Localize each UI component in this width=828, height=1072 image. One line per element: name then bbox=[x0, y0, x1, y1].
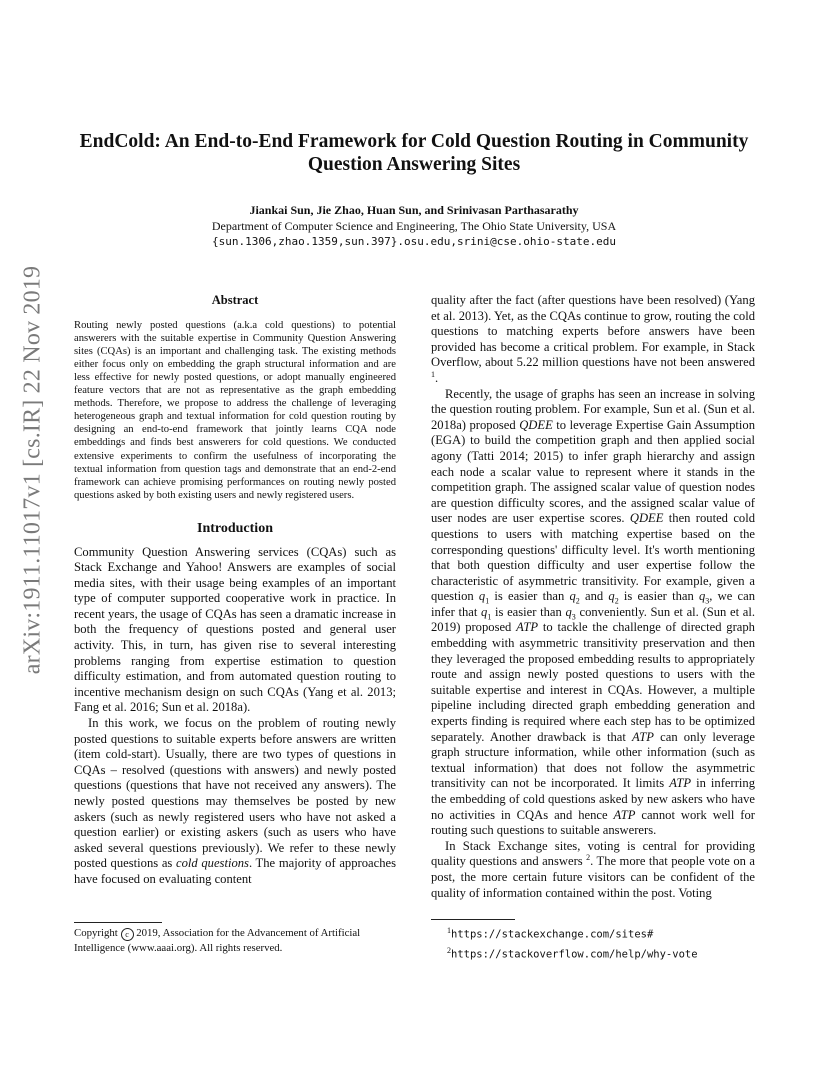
copyright-symbol: c bbox=[121, 928, 134, 941]
affiliation: Department of Computer Science and Engineering, The Ohio State University, USA bbox=[211, 219, 617, 233]
footnote-2: $^2$https://stackoverflow.com/help/why-vote bbox=[447, 945, 698, 960]
left-column bbox=[74, 293, 396, 888]
footnote-ref-2: 2 bbox=[586, 853, 591, 863]
footnote-rule bbox=[431, 919, 515, 920]
intro-paragraph-2: In this work, we focus on the problem of routing newly posted questions to suitable experts before answers are written (item cold-start). Usually, there are two types of questions in CQAs – resolved (questions with answers) and newly posted questions (questions that have not received any answers). The newly posted questions may themselves be posted by new askers (such as newly registered users who have not asked a question earlier) or existing askers (such as users who have asked several questions previously). We refer to these newly posted questions as cold questions. The majority of approaches have focused on evaluating content bbox=[74, 716, 396, 886]
paper-title: EndCold: An End-to-End Framework for Cold Question Routing in Community Question Answering Sites bbox=[79, 131, 749, 175]
intro-paragraph-5: In Stack Exchange sites, voting is central for providing quality questions and answers $^2$. The more that people vote on a post, the more certain future visitors can be confident of the quality of information contained within the post. Voting bbox=[431, 838, 755, 900]
author-block bbox=[60, 202, 768, 250]
author-emails: {sun.1306,zhao.1359,sun.397}.osu.edu,srini@cse.ohio-state.edu bbox=[212, 235, 616, 248]
introduction-heading: Introduction bbox=[197, 520, 273, 536]
footnotes bbox=[447, 923, 698, 962]
intro-paragraph-1: Community Question Answering services (CQAs) such as Stack Exchange and Yahoo! Answers are examples of social media sites, with their usage being examples of an important type of computer supported cooperative work in practice. In recent years, the usage of CQAs has seen a dramatic increase in both the frequency of questions posted and general user activity. This, in turn, has given rise to several interesting problems ranging from expertise estimation to question difficulty estimation, and from automated question routing to incentive mechanism design on such CQAs (Yang et al. 2013; Fang et al. 2016; Sun et al. 2018a). bbox=[74, 544, 396, 715]
intro-paragraph-3: quality after the fact (after questions have been resolved) (Yang et al. 2013). Yet, as the CQAs continue to grow, routing the cold questions to matching experts before answers have been provided has become a critical problem. For example, in Stack Overflow, about 5.22 million questions have not been answered $^1$. bbox=[431, 293, 755, 385]
copyright-rule bbox=[74, 922, 162, 923]
method-name-atp: ATP bbox=[516, 620, 539, 635]
footnote-1: $^1$https://stackexchange.com/sites# bbox=[447, 926, 654, 941]
method-name-qdee: QDEE bbox=[519, 417, 553, 432]
right-column bbox=[431, 293, 755, 901]
copyright-notice: Copyright c 2019, Association for the Advancement of Artificial Intelligence (www.aaai.org). All rights reserved. bbox=[74, 927, 361, 954]
author-list: Jiankai Sun, Jie Zhao, Huan Sun, and Srinivasan Parthasarathy bbox=[249, 203, 579, 217]
footnote-link-2[interactable]: https://stackoverflow.com/help/why-vote bbox=[451, 948, 698, 960]
footnote-link-1[interactable]: https://stackexchange.com/sites# bbox=[451, 928, 654, 941]
footnote-ref-1: 1 bbox=[431, 369, 435, 379]
arxiv-stamp-text: arXiv:1911.11017v1 [cs.IR] 22 Nov 2019 bbox=[19, 265, 46, 675]
abstract-text: Routing newly posted questions (a.k.a cold questions) to potential answerers with the suitable expertise in Community Question Answering sites (CQAs) is an important and challenging task. The existing methods either focus only on embedding the graph structural information and are less effective for newly posted questions, or adopt manually engineered feature vectors that are not as representative as the graph embedding methods. Therefore, we propose to address the challenge of leveraging heterogeneous graph and textual information for cold question routing by designing an end-to-end framework that jointly learns CQA node embeddings and finds best answerers for cold questions. We conducted extensive experiments to confirm the usefulness of incorporating the textual information from question tags and demonstrate that an end-2-end framework can achieve promising performances on routing newly posted questions asked by both existing users and newly registered users. bbox=[74, 319, 396, 501]
abstract-heading: Abstract bbox=[211, 293, 259, 307]
intro-paragraph-4: Recently, the usage of graphs has seen an increase in solving the question routing problem. For example, Sun et al. (Sun et al. 2018a) proposed QDEE to leverage Expertise Gain Assumption (EGA) to build the competition graph and then applied social agony (Tatti 2014; 2015) to infer graph hierarchy and assign each node a scalar value to represent where it stands in the competition graph. The assigned scalar value of question nodes are question difficulty scores, and the assigned scalar value of user nodes are user expertise scores. QDEE then routed cold questions to users with matching expertise based on the corresponding questions' difficulty level. It's worth mentioning that both question difficulty and user expertise follow the characteristic of asymmetric transitivity. For example, given a question $q_1$ is easier than $q_2$ and $q_2$ is easier than $q_3$, we can infer that $q_1$ is easier than $q_3$ conveniently. Sun et al. (Sun et al. 2019) proposed ATP to tackle the challenge of directed graph embedding with asymmetric transitivity preservation and then they leveraged the proposed embedding results to appropriately route and assign newly posted questions to users with the suitable expertise and interest in CQAs. However, a multiple pipeline including directed graph embedding generation and experts finding is required where each step has to be optimized separately. Another drawback is that ATP can only leverage graph structure information, while other information (such as textual information) that does not follow the asymmetric transitivity can not be incorporated. It limits ATP in inferring the embedding of cold questions asked by new askers who have no activities in CQAs and hence ATP cannot work well for routing such questions to suitable answerers. bbox=[431, 386, 756, 838]
